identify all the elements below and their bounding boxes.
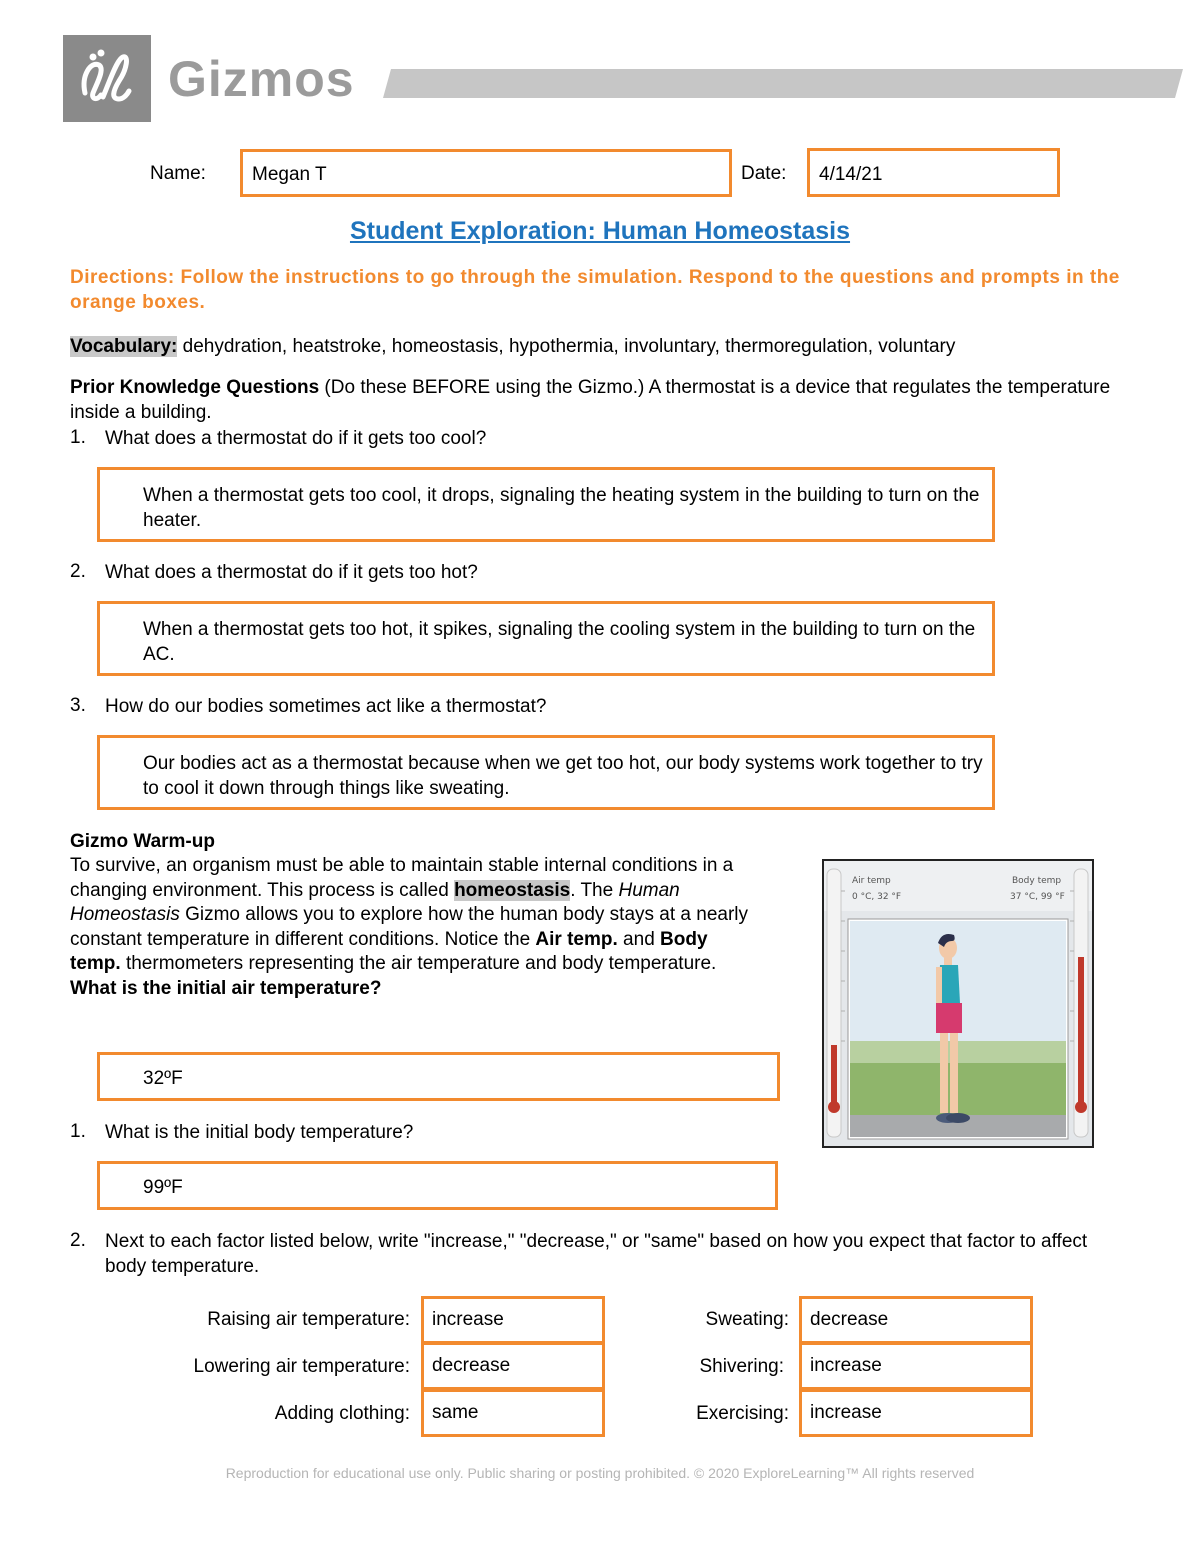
factor-answer[interactable]: decrease xyxy=(799,1296,1033,1344)
date-label: Date: xyxy=(741,163,787,184)
question-text: What does a thermostat do if it gets too cool? xyxy=(105,428,487,449)
air-temp-label: Air temp xyxy=(852,876,891,886)
factor-label: Exercising: xyxy=(696,1403,789,1424)
question-number: 2. xyxy=(70,561,86,582)
directions: Directions: Follow the instructions to go through the simulation. Respond to the questions and prompts in the orange boxes. xyxy=(70,267,1120,313)
prior-knowledge-intro xyxy=(70,376,1145,425)
footer-copyright: Reproduction for educational use only. Public sharing or posting prohibited. © 2020 ExploreLearning™ All rights reserved xyxy=(225,1465,975,1481)
body-temp-value: 37 °C, 99 °F xyxy=(1010,892,1065,902)
warmup-heading: Gizmo Warm-up xyxy=(70,831,215,852)
warmup-text: Gizmo allows you to explore how the human body stays at a nearly constant temperature in different conditions. Notice the xyxy=(70,904,749,950)
air-temp-term: Air temp. xyxy=(535,928,618,950)
answer-box[interactable] xyxy=(97,735,995,810)
body-temp-answer-box[interactable] xyxy=(97,1161,778,1210)
air-temp-answer-box[interactable] xyxy=(97,1052,780,1101)
warmup-paragraph xyxy=(70,854,750,1001)
date-field[interactable] xyxy=(807,148,1060,197)
homeostasis-simulation-icon xyxy=(824,861,1092,1146)
homeostasis-term: homeostasis xyxy=(454,879,571,901)
air-temp-value: 0 °C, 32 °F xyxy=(852,892,902,902)
body-temp-answer: 99ºF xyxy=(143,1177,183,1198)
factor-label: Lowering air temperature: xyxy=(193,1356,410,1377)
date-value: 4/14/21 xyxy=(819,164,883,185)
answer-text: When a thermostat gets too hot, it spikes, signaling the cooling system in the building to turn on the AC. xyxy=(143,619,976,665)
warmup-text: . The xyxy=(570,879,619,901)
gizmos-logo-tile xyxy=(63,35,151,122)
warmup-text: thermometers representing the air temperature and body temperature. xyxy=(120,953,717,974)
page-title: Student Exploration: Human Homeostasis xyxy=(349,217,851,245)
answer-box[interactable] xyxy=(97,467,995,542)
name-value: Megan T xyxy=(252,164,327,185)
vocabulary xyxy=(70,335,955,360)
question-text: What is the initial body temperature? xyxy=(105,1122,414,1143)
factor-answer[interactable]: increase xyxy=(799,1342,1033,1390)
factor-answer[interactable]: same xyxy=(421,1389,605,1437)
prior-knowledge-text: (Do these BEFORE using the Gizmo.) A thermostat is a device that regulates the temperature inside a building. xyxy=(70,377,1111,423)
warmup-text: and xyxy=(617,928,661,950)
factor-label: Shivering: xyxy=(699,1356,784,1377)
answer-text: Our bodies act as a thermostat because when we get too hot, our body systems work together to try to cool it down through things like sweating. xyxy=(143,753,983,799)
question-text: How do our bodies sometimes act like a thermostat? xyxy=(105,696,547,717)
name-field[interactable] xyxy=(240,149,732,197)
question-text: What does a thermostat do if it gets too hot? xyxy=(105,562,478,583)
warmup-question: What is the initial air temperature? xyxy=(70,977,382,999)
vocabulary-label: Vocabulary: xyxy=(70,336,178,357)
explorelearning-logo-icon xyxy=(63,35,151,122)
prior-knowledge-heading: Prior Knowledge Questions xyxy=(70,377,320,398)
answer-text: When a thermostat gets too cool, it drops, signaling the heating system in the building to turn on the heater. xyxy=(143,485,980,531)
header-bar xyxy=(383,69,1183,98)
vocabulary-terms: dehydration, heatstroke, homeostasis, hypothermia, involuntary, thermoregulation, voluntary xyxy=(177,336,956,357)
simulation-screenshot xyxy=(822,859,1094,1148)
factor-label: Sweating: xyxy=(705,1309,789,1330)
question-number: 2. xyxy=(70,1230,86,1251)
brand-name: Gizmos xyxy=(168,51,355,107)
factor-label: Raising air temperature: xyxy=(207,1309,410,1330)
air-temp-answer: 32ºF xyxy=(143,1068,183,1089)
warmup-text: To survive, an organism must be able to maintain stable internal conditions in a changing environment. This process is called xyxy=(70,855,734,901)
gizmo-name: Human Homeostasis xyxy=(70,879,680,925)
question-text: Next to each factor listed below, write "increase," "decrease," or "same" based on how you expect that factor to affect body temperature. xyxy=(105,1231,1088,1277)
name-label: Name: xyxy=(150,163,206,184)
body-temp-label: Body temp xyxy=(1012,876,1062,886)
body-temp-term: Body temp. xyxy=(70,928,708,974)
factor-answer[interactable]: increase xyxy=(421,1296,605,1344)
factor-answer[interactable]: decrease xyxy=(421,1342,605,1390)
question-number: 1. xyxy=(70,427,86,448)
answer-box[interactable] xyxy=(97,601,995,676)
factor-answer[interactable]: increase xyxy=(799,1389,1033,1437)
question-number: 1. xyxy=(70,1121,86,1142)
question-number: 3. xyxy=(70,695,86,716)
factor-label: Adding clothing: xyxy=(274,1403,410,1424)
